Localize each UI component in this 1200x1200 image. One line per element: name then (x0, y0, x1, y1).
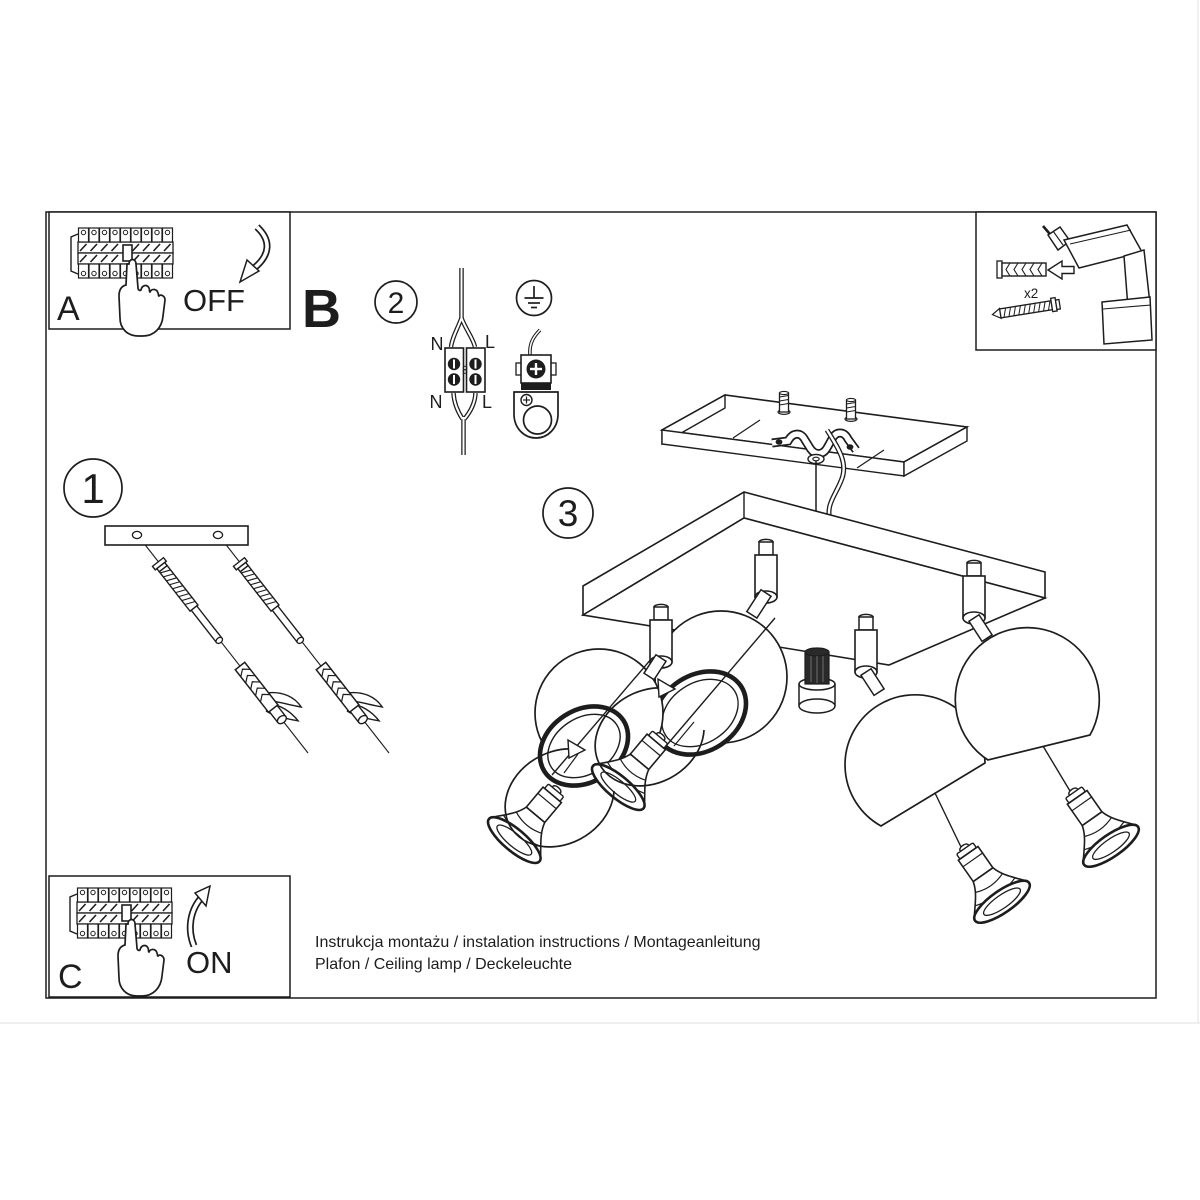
footer-line1: Instrukcja montażu / instalation instructions / Montageanleitung (315, 934, 761, 951)
cap-nut (799, 648, 835, 713)
step-1-number: 1 (81, 465, 105, 512)
ground-symbol-icon (517, 281, 552, 316)
terminal-n-top: N (430, 334, 444, 354)
step-a-label: A (57, 290, 80, 328)
ground-clamp (514, 355, 558, 438)
step-c-label: C (58, 958, 83, 996)
dowel-qty-label: x2 (1024, 286, 1039, 301)
mounting-hole (213, 531, 222, 538)
wall-plug-item-icon (997, 261, 1074, 279)
step-3-assembly (482, 391, 1144, 929)
terminal-l-top: L (484, 332, 496, 352)
ceiling-plate (662, 391, 967, 522)
terminal-l-bottom: L (481, 392, 493, 412)
mounting-hole (132, 531, 141, 538)
mounting-bar (105, 526, 248, 545)
footer-line2: Plafon / Ceiling lamp / Deckeleuchte (315, 956, 573, 973)
footer-text (315, 934, 761, 973)
step-b-label: B (302, 279, 341, 339)
terminal-n-bottom: N (429, 392, 443, 412)
off-label: OFF (183, 283, 245, 318)
stem-joint (861, 669, 884, 696)
bulb-axis-line (1043, 746, 1070, 791)
bulb-axis-line (935, 793, 961, 847)
step-3-number: 3 (557, 493, 579, 534)
step-b-wiring (302, 268, 558, 455)
lamp-head-dome (955, 628, 1099, 760)
terminal-block (445, 348, 485, 392)
step-2-number: 2 (387, 287, 405, 320)
on-label: ON (186, 945, 233, 980)
step-1-mounting (64, 459, 389, 753)
